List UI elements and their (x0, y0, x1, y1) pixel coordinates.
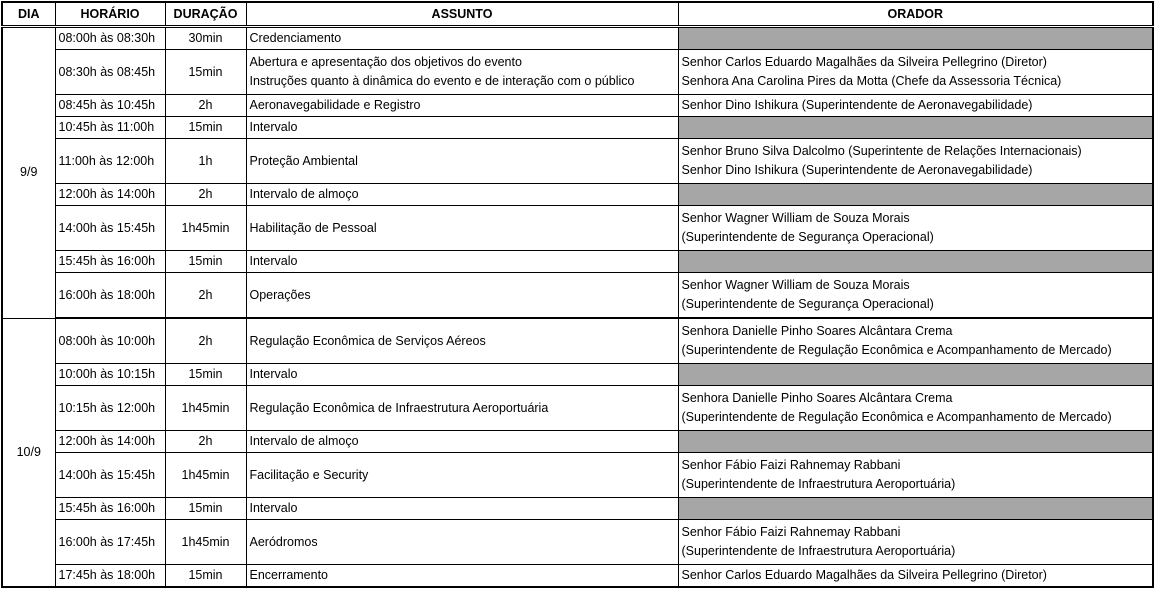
speaker-line: Senhor Dino Ishikura (Superintendente de Aeronavegabilidade) (681, 98, 1033, 112)
time-cell: 17:45h às 18:00h (55, 565, 165, 588)
time-cell: 10:45h às 11:00h (55, 117, 165, 139)
time-cell: 15:45h às 16:00h (55, 498, 165, 520)
speaker-cell (678, 431, 1153, 453)
subject-line: Regulação Econômica de Serviços Aéreos (249, 333, 486, 348)
subject-cell (246, 431, 678, 453)
time-cell: 14:00h às 15:45h (55, 453, 165, 498)
header-time: HORÁRIO (55, 2, 165, 27)
subject-line: Facilitação e Security (249, 467, 369, 482)
schedule-row (2, 27, 1153, 50)
subject-cell (246, 184, 678, 206)
speaker-cell (678, 95, 1153, 117)
speaker-cell (678, 27, 1153, 50)
speaker-cell (678, 139, 1153, 184)
speaker-cell (678, 251, 1153, 273)
subject-line: Operações (249, 287, 311, 302)
subject-cell (246, 498, 678, 520)
time-cell: 08:00h às 08:30h (55, 27, 165, 50)
subject-line: Regulação Econômica de Infraestrutura Aeroportuária (249, 400, 549, 415)
subject-cell (246, 50, 678, 95)
duration-cell: 2h (165, 431, 246, 453)
duration-cell: 2h (165, 318, 246, 364)
schedule-row (2, 50, 1153, 95)
speaker-cell (678, 318, 1153, 364)
speaker-line: Senhor Dino Ishikura (Superintendente de Aeronavegabilidade) (681, 163, 1033, 177)
subject-cell (246, 453, 678, 498)
day-group (2, 27, 1153, 319)
speaker-cell (678, 453, 1153, 498)
subject-line: Proteção Ambiental (249, 153, 358, 168)
duration-cell: 2h (165, 95, 246, 117)
time-cell: 16:00h às 18:00h (55, 273, 165, 319)
speaker-line: (Superintendente de Segurança Operacional) (681, 230, 934, 244)
duration-cell: 1h45min (165, 453, 246, 498)
time-cell: 08:00h às 10:00h (55, 318, 165, 364)
subject-cell (246, 95, 678, 117)
time-cell: 08:30h às 08:45h (55, 50, 165, 95)
speaker-cell (678, 117, 1153, 139)
speaker-line: (Superintendente de Regulação Econômica e Acompanhamento de Mercado) (681, 410, 1112, 424)
speaker-line: (Superintendente de Infraestrutura Aeroportuária) (681, 477, 956, 491)
speaker-line: Senhora Danielle Pinho Soares Alcântara Crema (681, 391, 953, 405)
speaker-line: Senhora Ana Carolina Pires da Motta (Chefe da Assessoria Técnica) (681, 74, 1062, 88)
speaker-line: Senhor Fábio Faizi Rahnemay Rabbani (681, 458, 901, 472)
day-cell: 10/9 (2, 318, 55, 587)
subject-line: Intervalo de almoço (249, 187, 359, 201)
speaker-cell (678, 498, 1153, 520)
subject-cell (246, 386, 678, 431)
schedule-row (2, 431, 1153, 453)
speaker-line: (Superintendente de Infraestrutura Aeroportuária) (681, 544, 956, 558)
subject-cell (246, 273, 678, 319)
time-cell: 10:15h às 12:00h (55, 386, 165, 431)
schedule-row (2, 206, 1153, 251)
subject-line: Aeronavegabilidade e Registro (249, 98, 421, 112)
time-cell: 08:45h às 10:45h (55, 95, 165, 117)
subject-line: Encerramento (249, 568, 329, 582)
time-cell: 15:45h às 16:00h (55, 251, 165, 273)
speaker-line: (Superintendente de Segurança Operacional) (681, 297, 934, 311)
schedule-row (2, 364, 1153, 386)
duration-cell: 15min (165, 565, 246, 588)
duration-cell: 2h (165, 273, 246, 319)
schedule-row (2, 184, 1153, 206)
speaker-line: Senhor Wagner William de Souza Morais (681, 278, 910, 292)
time-cell: 11:00h às 12:00h (55, 139, 165, 184)
subject-cell (246, 139, 678, 184)
subject-cell (246, 27, 678, 50)
duration-cell: 1h45min (165, 520, 246, 565)
speaker-cell (678, 565, 1153, 588)
day-group (2, 318, 1153, 587)
schedule-row (2, 565, 1153, 588)
speaker-line: Senhor Carlos Eduardo Magalhães da Silveira Pellegrino (Diretor) (681, 55, 1047, 69)
header-duration: DURAÇÃO (165, 2, 246, 27)
subject-cell (246, 520, 678, 565)
duration-cell: 30min (165, 27, 246, 50)
schedule-row (2, 520, 1153, 565)
subject-line: Intervalo (249, 367, 298, 381)
schedule-row (2, 251, 1153, 273)
header-day: DIA (2, 2, 55, 27)
duration-cell: 15min (165, 50, 246, 95)
speaker-line: Senhor Wagner William de Souza Morais (681, 211, 910, 225)
duration-cell: 15min (165, 498, 246, 520)
time-cell: 14:00h às 15:45h (55, 206, 165, 251)
time-cell: 10:00h às 10:15h (55, 364, 165, 386)
schedule-table (1, 1, 1154, 588)
duration-cell: 1h45min (165, 386, 246, 431)
speaker-line: (Superintendente de Regulação Econômica e Acompanhamento de Mercado) (681, 343, 1112, 357)
duration-cell: 1h (165, 139, 246, 184)
header-speaker: ORADOR (678, 2, 1153, 27)
duration-cell: 15min (165, 364, 246, 386)
speaker-cell (678, 520, 1153, 565)
subject-line: Intervalo (249, 254, 298, 268)
subject-line: Abertura e apresentação dos objetivos do evento (249, 55, 522, 69)
subject-line: Intervalo (249, 501, 298, 515)
schedule-row (2, 318, 1153, 364)
subject-cell (246, 117, 678, 139)
time-cell: 12:00h às 14:00h (55, 184, 165, 206)
speaker-line: Senhor Bruno Silva Dalcolmo (Superintente de Relações Internacionais) (681, 144, 1082, 158)
speaker-cell (678, 386, 1153, 431)
speaker-line: Senhor Fábio Faizi Rahnemay Rabbani (681, 525, 901, 539)
time-cell: 16:00h às 17:45h (55, 520, 165, 565)
header-row (2, 2, 1153, 27)
duration-cell: 1h45min (165, 206, 246, 251)
duration-cell: 15min (165, 117, 246, 139)
header-subject: ASSUNTO (246, 2, 678, 27)
subject-line: Instruções quanto à dinâmica do evento e de interação com o público (249, 74, 635, 88)
schedule-row (2, 453, 1153, 498)
day-cell: 9/9 (2, 27, 55, 319)
subject-line: Intervalo (249, 120, 298, 134)
subject-line: Aeródromos (249, 534, 318, 549)
subject-cell (246, 206, 678, 251)
speaker-cell (678, 273, 1153, 319)
schedule-row (2, 386, 1153, 431)
subject-cell (246, 318, 678, 364)
subject-cell (246, 251, 678, 273)
time-cell: 12:00h às 14:00h (55, 431, 165, 453)
subject-line: Credenciamento (249, 31, 342, 45)
subject-cell (246, 565, 678, 588)
speaker-cell (678, 50, 1153, 95)
speaker-line: Senhor Carlos Eduardo Magalhães da Silveira Pellegrino (Diretor) (681, 568, 1047, 582)
schedule-row (2, 139, 1153, 184)
duration-cell: 2h (165, 184, 246, 206)
schedule-row (2, 273, 1153, 319)
speaker-cell (678, 184, 1153, 206)
subject-cell (246, 364, 678, 386)
schedule-row (2, 95, 1153, 117)
duration-cell: 15min (165, 251, 246, 273)
schedule-row (2, 117, 1153, 139)
speaker-line: Senhora Danielle Pinho Soares Alcântara Crema (681, 324, 953, 338)
speaker-cell (678, 206, 1153, 251)
subject-line: Habilitação de Pessoal (249, 220, 377, 235)
subject-line: Intervalo de almoço (249, 434, 359, 448)
speaker-cell (678, 364, 1153, 386)
schedule-row (2, 498, 1153, 520)
